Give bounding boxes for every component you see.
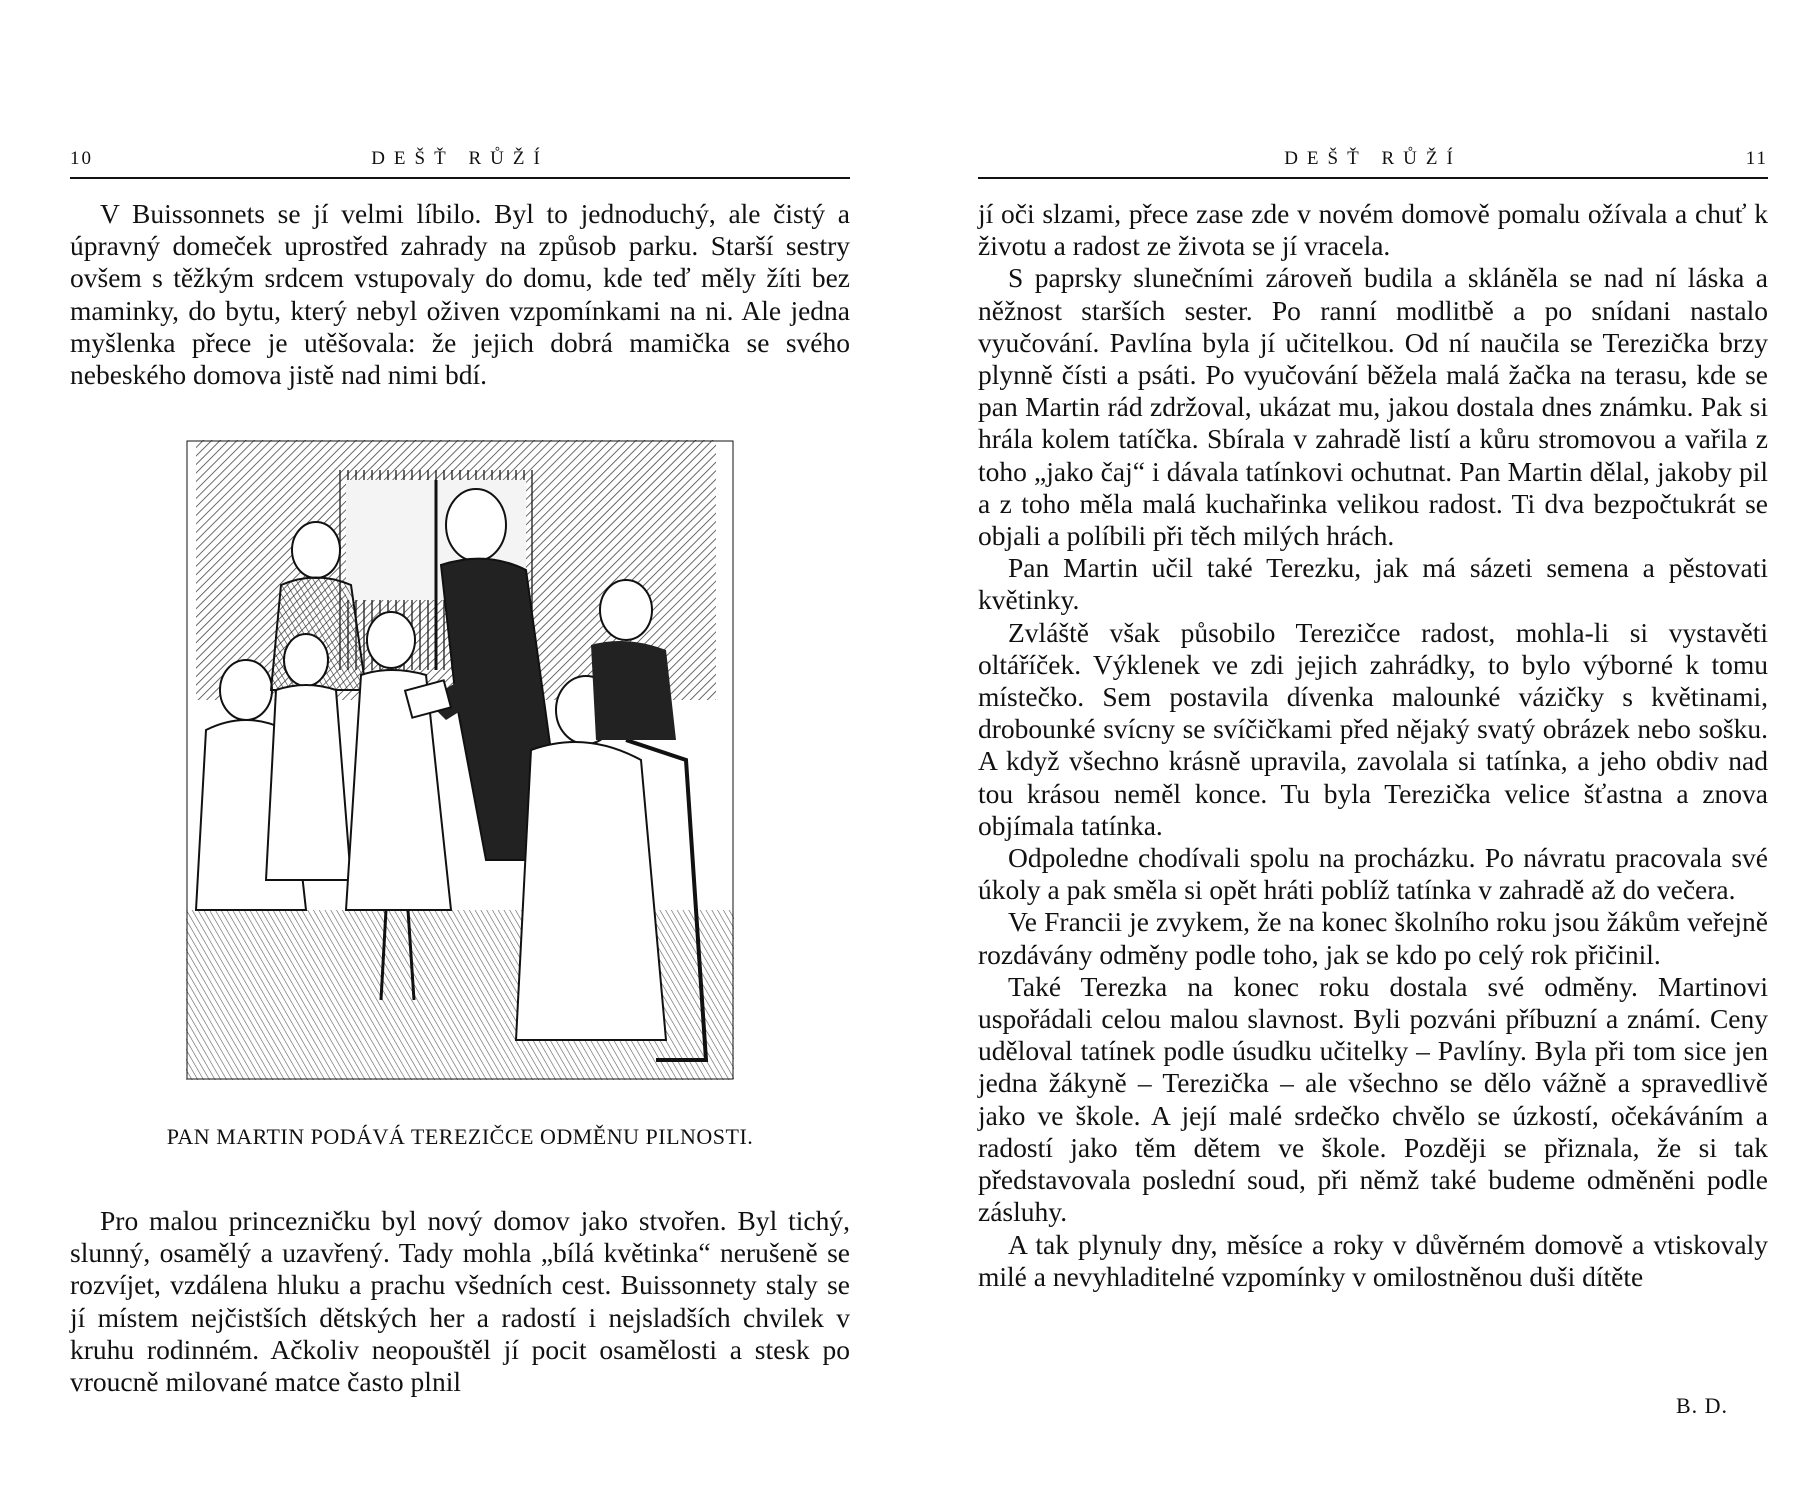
- running-head-right: [978, 148, 1768, 176]
- paragraph: Ve Francii je zvykem, že na konec školního roku jsou žákům veřejně rozdávány odměny podle toho, jak se kdo po celý rok přičinil.: [978, 906, 1768, 970]
- header-rule-left: [70, 177, 850, 179]
- running-title-right: DEŠŤ RŮŽÍ: [1284, 148, 1462, 169]
- header-rule-right: [978, 177, 1768, 179]
- right-text: [978, 198, 1768, 1293]
- paragraph: jí oči slzami, přece zase zde v novém domově pomalu ožívala a chuť k životu a radost ze života se jí vracela.: [978, 198, 1768, 262]
- author-signature: B. D.: [1675, 1393, 1728, 1418]
- left-text-top: [70, 198, 850, 391]
- paragraph: Pro malou princezničku byl nový domov jako stvořen. Byl tichý, slunný, osamělý a uzavřený. Tady mohla „bílá květinka“ nerušeně se rozvíjet, vzdálena hluku a prachu všedních cest. Buissonnety staly se jí místem nejčistších dětských her a radostí i nejsladších chvilek v kruhu rodinném. Ačkoliv neopouštěl jí pocit osamělosti a stesk po vroucně milované matce často plnil: [70, 1205, 850, 1398]
- right-page: [978, 0, 1768, 1500]
- paragraph: Odpoledne chodívali spolu na procházku. Po návratu pracovala své úkoly a pak směla si opět hráti poblíž tatínka v zahradě až do večera.: [978, 842, 1768, 906]
- paragraph: S paprsky slunečními zároveň budila a skláněla se nad ní láska a něžnost starších sester. Po ranní modlitbě a po snídani nastalo vyučování. Pavlína byla jí učitelkou. Od ní naučila se Terezička brzy plynně čísti a psáti. Po vyučování běžela malá žačka na terasu, kde se pan Martin rád zdržoval, ukázat mu, jakou dostala dnes známku. Pak si hrála kolem tatíčka. Sbírala v zahradě listí a kůru stromovou a vařila z toho „jako čaj“ i dávala tatínkovi ochutnat. Pan Martin dělal, jakoby pil a z toho měla malá kuchařinka velikou radost. Ti dva bezpočtukrát se objali a políbili při těch milých hrách.: [978, 262, 1768, 552]
- running-title-left: DEŠŤ RŮŽÍ: [371, 148, 549, 169]
- page-number-left: 10: [70, 148, 93, 169]
- paragraph: V Buissonnets se jí velmi líbilo. Byl to jednoduchý, ale čistý a úpravný domeček uprostřed zahrady na způsob parku. Starší sestry ovšem s těžkým srdcem vstupovaly do domu, kde teď měly žíti bez maminky, do bytu, který nebyl oživen vzpomínkami na ni. Ale jedna myšlenka přece je utěšovala: že jejich dobrá mamička se svého nebeského domova jistě nad nimi bdí.: [70, 198, 850, 391]
- left-page: [70, 0, 850, 1500]
- left-text-bottom: [70, 1205, 850, 1398]
- paragraph: Pan Martin učil také Terezku, jak má sázeti semena a pěstovati květinky.: [978, 552, 1768, 616]
- illustration-prize-giving: [186, 440, 734, 1110]
- paragraph: Zvláště však působilo Terezičce radost, mohla-li si vystavěti oltáříček. Výklenek ve zdi jejich zahrádky, to bylo výborné k tomu místečko. Sem postavila dívenka malounké vázičky s květinami, drobounké svícny se svíčičkami před nějaký svatý obrázek nebo sošku. A když všechno krásně upravila, zavolala si tatínka, a jeho obdiv nad tou krásou neměl konce. Tu byla Terezička velice šťastna a znova objímala tatínka.: [978, 616, 1768, 841]
- figure-caption: PAN MARTIN PODÁVÁ TEREZIČCE ODMĚNU PILNOSTI.: [166, 1124, 754, 1149]
- page-number-right: 11: [1745, 148, 1768, 169]
- paragraph: A tak plynuly dny, měsíce a roky v důvěrném domově a vtiskovaly milé a nevyhladitelné vzpomínky v omilostněnou duši dítěte: [978, 1228, 1768, 1292]
- paragraph: Také Terezka na konec roku dostala své odměny. Martinovi uspořádali celou malou slavnost. Byli pozváni příbuzní a známí. Ceny uděloval tatínek podle úsudku učitelky – Pavlíny. Byla při tom sice jen jedna žákyně – Terezička – ale všechno se dělo vážně a spravedlivě jako ve škole. A její malé srdečko chvělo se úzkostí, očekáváním a radostí jako těm dětem ve škole. Později se přiznala, že si tak představovala poslední soud, při němž také budeme odměněni podle zásluhy.: [978, 970, 1768, 1228]
- running-head-left: [70, 148, 850, 176]
